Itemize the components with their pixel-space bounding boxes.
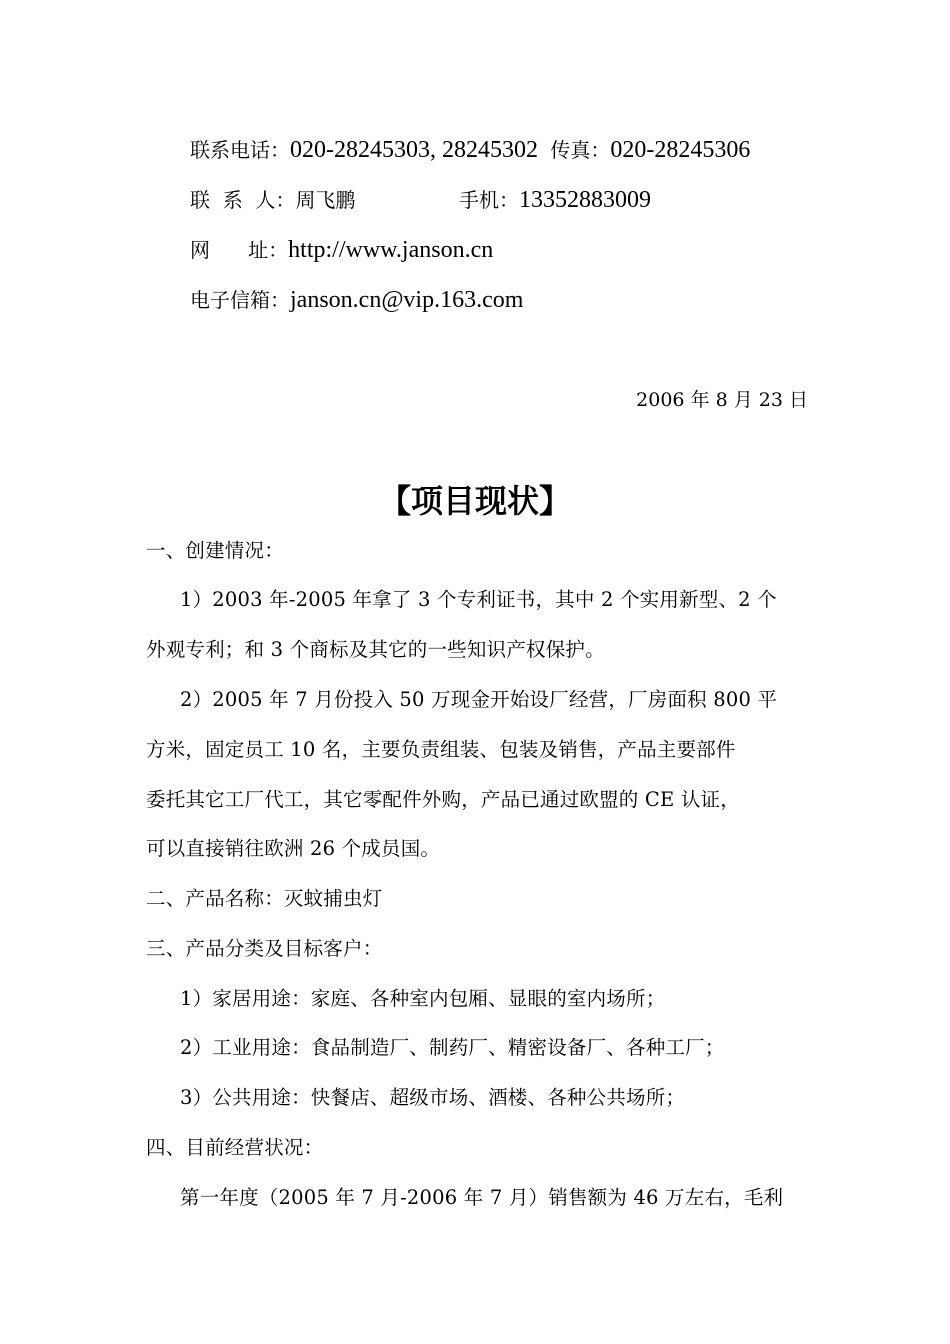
- section-title: 【项目现状】: [378, 482, 571, 520]
- s3-item1: 1）家居用途：家庭、各种室内包厢、显眼的室内场所；: [180, 987, 666, 1010]
- contact-mobile-line: [459, 188, 651, 212]
- web-label: 网 址：: [190, 238, 289, 262]
- email-value[interactable]: janson.cn@vip.163.com: [290, 287, 524, 313]
- s3-item3: 3）公共用途：快餐店、超级市场、酒楼、各种公共场所；: [180, 1086, 686, 1109]
- fax-label: 传真：: [550, 138, 611, 162]
- contact-person-line: [190, 188, 355, 212]
- s4-p1-line1: 第一年度（2005 年 7 月-2006 年 7 月）销售额为 46 万左右，毛利: [180, 1186, 784, 1209]
- phone-label: 联系电话：: [190, 138, 290, 162]
- person-value: 周飞鹏: [295, 188, 356, 212]
- s4-heading: 四、目前经营状况：: [146, 1136, 324, 1159]
- s1-p2-line4: 可以直接销往欧洲 26 个成员国。: [146, 837, 441, 860]
- s3-item2: 2）工业用途：食品制造厂、制药厂、精密设备厂、各种工厂；: [180, 1036, 725, 1059]
- s2-heading: 二、产品名称：灭蚊捕虫灯: [146, 887, 383, 910]
- fax-value: 020-28245306: [610, 137, 751, 163]
- s1-p1-line1: 1）2003 年-2005 年拿了 3 个专利证书，其中 2 个实用新型、2 个: [180, 588, 777, 611]
- contact-web-line: [190, 238, 493, 262]
- contact-phone-line: [190, 138, 750, 162]
- mobile-value: 13352883009: [519, 187, 651, 213]
- s1-heading: 一、创建情况：: [146, 539, 284, 562]
- mobile-label: 手机：: [459, 188, 519, 212]
- contact-email-line: [190, 288, 523, 312]
- s1-p2-line1: 2）2005 年 7 月份投入 50 万现金开始设厂经营，厂房面积 800 平: [180, 688, 778, 711]
- document-date: 2006 年 8 月 23 日: [636, 389, 808, 411]
- s1-p2-line3: 委托其它工厂代工，其它零配件外购，产品已通过欧盟的 CE 认证，: [146, 788, 740, 811]
- s1-p2-line2: 方米，固定员工 10 名，主要负责组装、包装及销售，产品主要部件: [146, 738, 736, 761]
- s1-p1-line2: 外观专利；和 3 个商标及其它的一些知识产权保护。: [146, 638, 605, 661]
- phone-value: 020-28245303, 28245302: [290, 137, 538, 163]
- web-value[interactable]: http://www.janson.cn: [288, 237, 494, 263]
- email-label: 电子信箱：: [190, 288, 290, 312]
- person-label: 联 系 人：: [190, 188, 296, 212]
- s3-heading: 三、产品分类及目标客户：: [146, 937, 383, 960]
